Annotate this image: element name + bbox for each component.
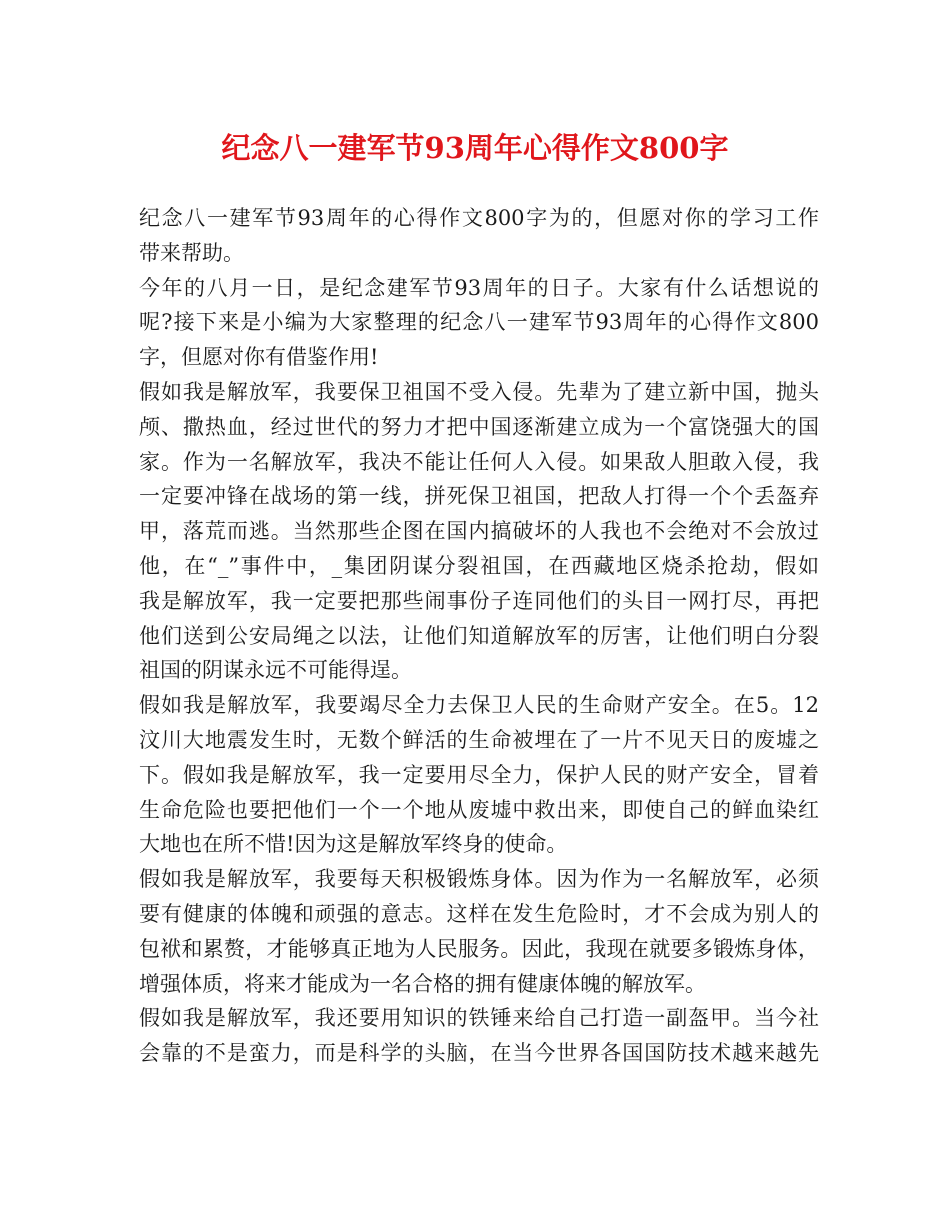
text-line: 呢?接下来是小编为大家整理的纪念八一建军节93周年的心得作文800 bbox=[139, 310, 819, 335]
text-line: 假如我是解放军，我还要用知识的铁锤来给自己打造一副盔甲。当今社 bbox=[139, 1006, 819, 1031]
text-line: 今年的八月一日，是纪念建军节93周年的日子。大家有什么话想说的 bbox=[139, 275, 819, 300]
text-line: 一定要冲锋在战场的第一线，拼死保卫祖国，把敌人打得一个个丢盔弃 bbox=[139, 484, 819, 509]
text-line: 带来帮助。 bbox=[139, 240, 244, 265]
text-line: 要有健康的体魄和顽强的意志。这样在发生危险时，才不会成为别人的 bbox=[139, 901, 819, 926]
text-line: 汶川大地震发生时，无数个鲜活的生命被埋在了一片不见天日的废墟之 bbox=[139, 727, 819, 752]
document-body bbox=[139, 201, 819, 1071]
document-title: 纪念八一建军节93周年心得作文800字 bbox=[221, 131, 729, 165]
text-line: 假如我是解放军，我要每天积极锻炼身体。因为作为一名解放军，必须 bbox=[139, 867, 819, 892]
text-line: 祖国的阴谋永远不可能得逞。 bbox=[139, 658, 412, 683]
text-line: 包袱和累赘，才能够真正地为人民服务。因此，我现在就要多锻炼身体， bbox=[139, 936, 819, 961]
text-line: 纪念八一建军节93周年的心得作文800字为的，但愿对你的学习工作 bbox=[139, 206, 819, 230]
text-line: 假如我是解放军，我要竭尽全力去保卫人民的生命财产安全。在5。12 bbox=[139, 693, 819, 718]
text-line: 假如我是解放军，我要保卫祖国不受入侵。先辈为了建立新中国，抛头 bbox=[139, 379, 819, 404]
text-line: 字，但愿对你有借鉴作用! bbox=[139, 345, 379, 370]
text-line: 生命危险也要把他们一个一个地从废墟中救出来，即使自己的鲜血染红 bbox=[139, 797, 819, 822]
text-line: 他们送到公安局绳之以法，让他们知道解放军的厉害，让他们明白分裂 bbox=[139, 623, 819, 648]
text-line: 甲，落荒而逃。当然那些企图在国内搞破坏的人我也不会绝对不会放过 bbox=[139, 519, 819, 544]
text-line: 他，在“_”事件中，_集团阴谋分裂祖国，在西藏地区烧杀抢劫，假如 bbox=[139, 553, 819, 578]
text-line: 下。假如我是解放军，我一定要用尽全力，保护人民的财产安全，冒着 bbox=[139, 762, 819, 787]
text-line: 我是解放军，我一定要把那些闹事份子连同他们的头目一网打尽，再把 bbox=[139, 588, 819, 613]
text-line: 会靠的不是蛮力，而是科学的头脑，在当今世界各国国防技术越来越先 bbox=[139, 1041, 819, 1066]
text-line: 增强体质，将来才能成为一名合格的拥有健康体魄的解放军。 bbox=[139, 971, 706, 996]
text-line: 家。作为一名解放军，我决不能让任何人入侵。如果敌人胆敢入侵，我 bbox=[139, 449, 819, 474]
text-line: 大地也在所不惜!因为这是解放军终身的使命。 bbox=[139, 832, 568, 857]
text-line: 颅、撒热血，经过世代的努力才把中国逐渐建立成为一个富饶强大的国 bbox=[139, 414, 819, 439]
